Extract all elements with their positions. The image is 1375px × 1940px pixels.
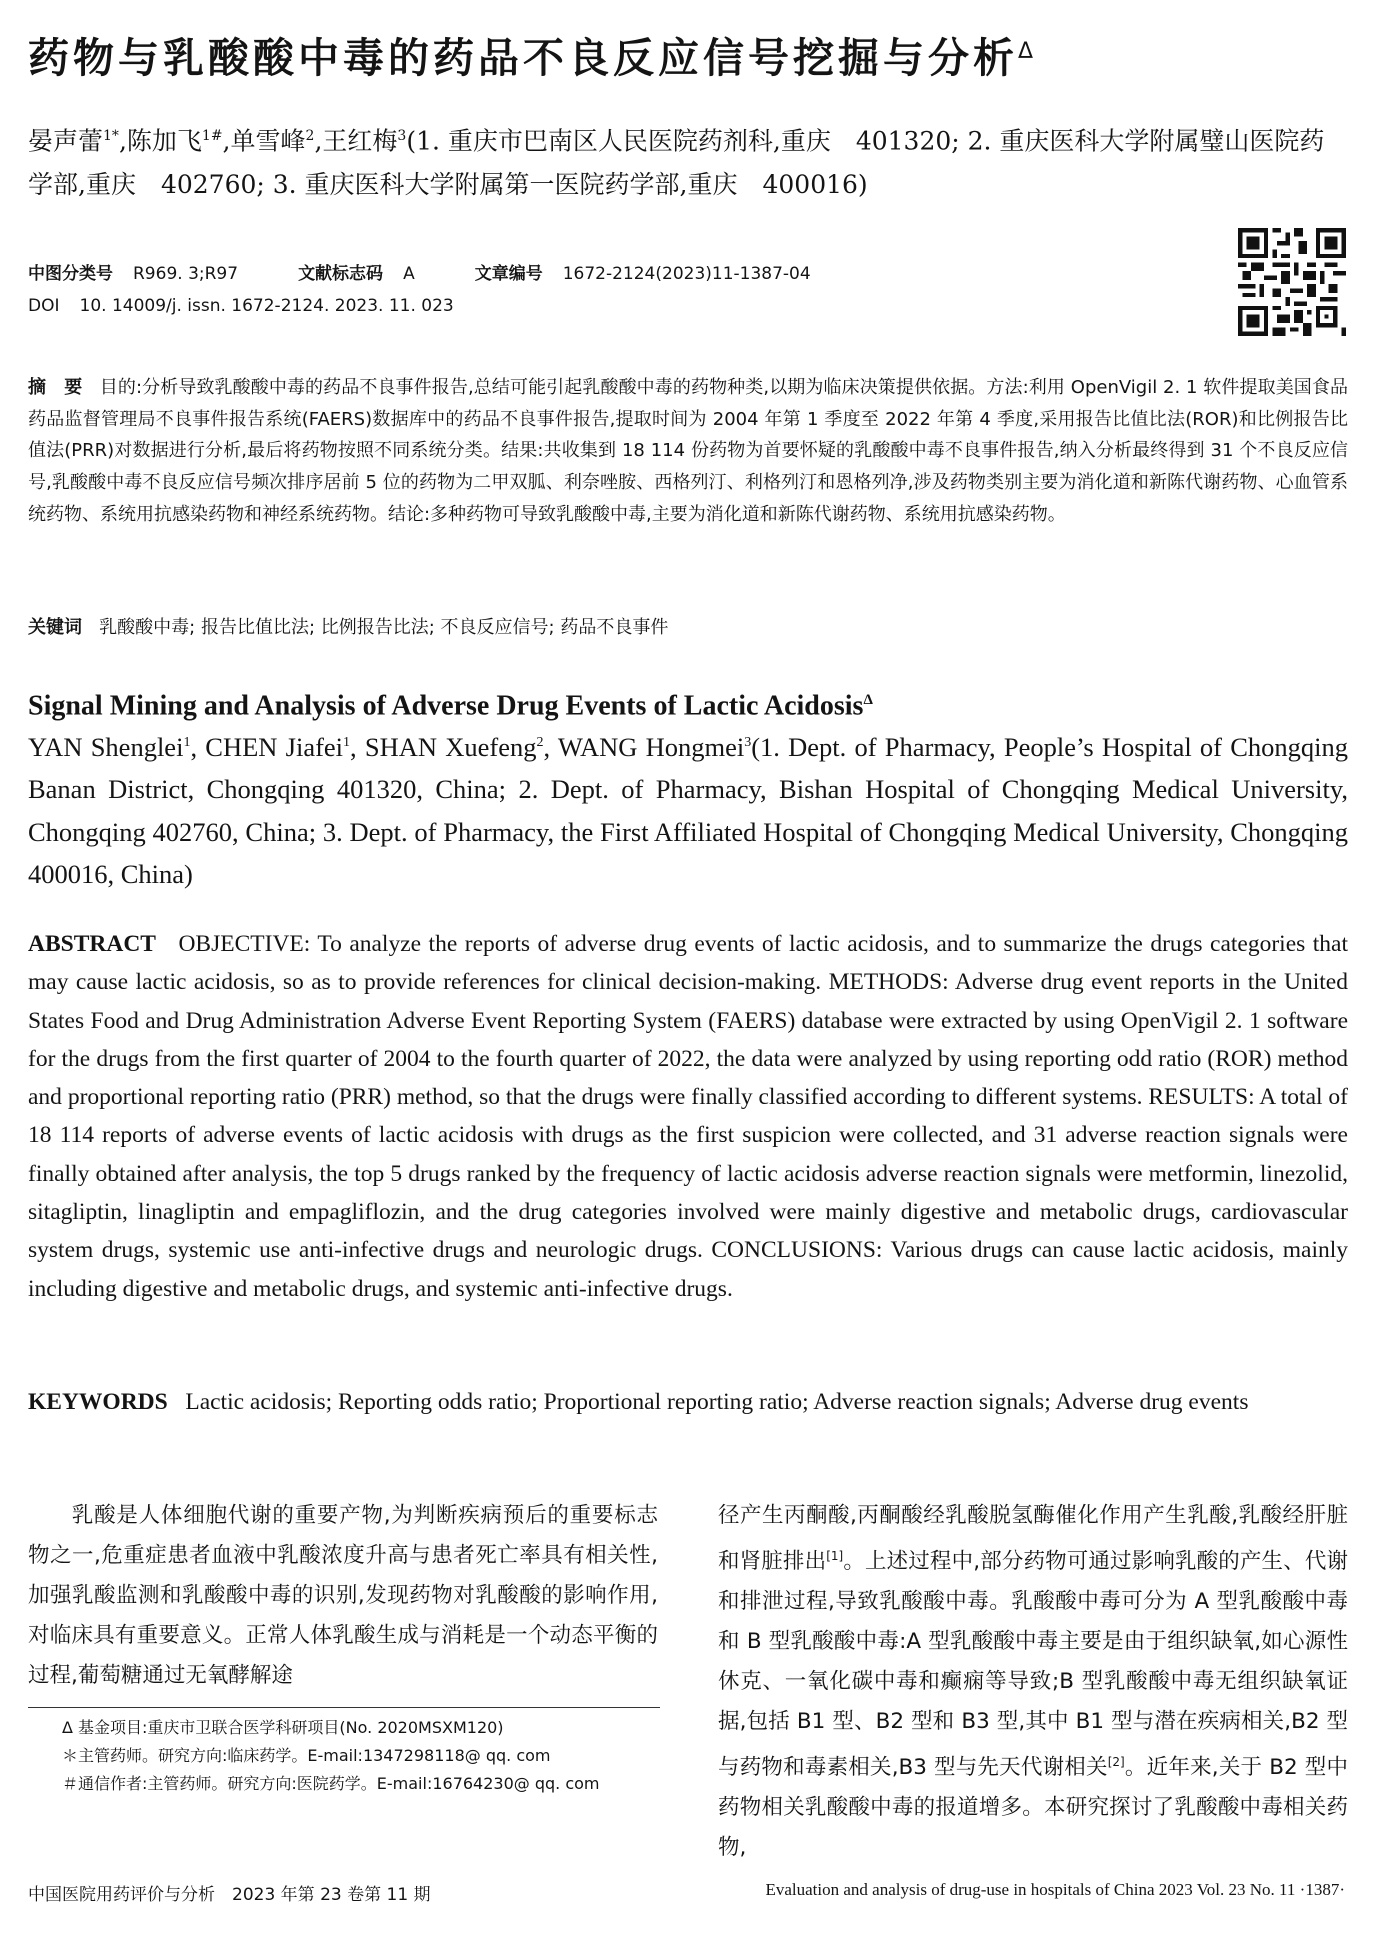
author-name: 晏声蕾 [28,126,104,156]
body-column-right: 径产生丙酮酸,丙酮酸经乳酸脱氢酶催化作用产生乳酸,乳酸经肝脏和肾脏排出[1]。上述过程中,部分药物可通过影响乳酸的产生、代谢和排泄过程,导致乳酸酸中毒。乳酸酸中毒可分为 A 型乳酸酸中毒和 B 型乳酸酸中毒:A 型乳酸酸中毒主要是由于组织缺氧,如心源性休克、一氧化碳中毒和癫痫等导致;B 型乳酸酸中毒无组织缺氧证据,包括 B1 型、B2 型和 B3 型,其中 B1 型与潜在疾病相关,B2 型与药物和毒素相关,B3 型与先天代谢相关[2]。近年来,关于 B2 型中药物相关乳酸酸中毒的报道增多。本研究探讨了乳酸酸中毒相关药物, [718,1503,1348,1861]
article-meta: 中图分类号 R969. 3;R97 文献标志码 A 文章编号 1672-2124(2023)11-1387-04 DOI 10. 14009/j. issn. 1672-2124. 2023. 11. 023 [28,264,811,316]
author-name: SHAN Xuefeng [364,731,537,762]
author-name: 陈加飞 [126,126,202,156]
affiliations-en: (1. Dept. of Pharmacy, People’s Hospital of Chongqing Banan District, Chongqing 401320, China; 2. Dept. of Pharmacy, Bishan Hospital of Chongqing Medical University, Chongqing 402760, China; 3. Dept. of Pharmacy, the First Affiliated Hospital of Chongqing Medical University, Chongqing 400016, China) [28,731,1349,890]
clc-number: R969. 3;R97 [133,264,239,284]
footnote-fund: Δ 基金项目:重庆市卫联合医学科研项目(No. 2020MSXM120) [62,1718,504,1737]
article-number: 1672-2124(2023)11-1387-04 [562,264,811,284]
qr-code-icon [1238,228,1346,336]
author-name: YAN Shenglei [28,731,184,762]
paper-title: 药物与乳酸酸中毒的药品不良反应信号挖掘与分析$^\Delta$ [28,34,1034,82]
author-name: 王红梅 [322,126,398,156]
journal-footer-cn: 中国医院用药评价与分析 2023 年第 23 卷第 11 期 [28,1885,431,1905]
keywords-cn [28,612,1348,644]
abstract-en-label: ABSTRACT [28,931,156,957]
affiliations-cn: (1. 重庆市巴南区人民医院药剂科,重庆 401320; 2. 重庆医科大学附属璧山医院药学部,重庆 402760; 3. 重庆医科大学附属第一医院药学部,重庆 400016) [28,126,1325,200]
abstract-cn-label: 摘 要 [28,377,83,398]
abstract-en [28,925,1348,1308]
footnote-corresponding-author: ＃通信作者:主管药师。研究方向:医院药学。E-mail:16764230@ qq. com [62,1774,600,1793]
footnote-first-author: ＊主管药师。研究方向:临床药学。E-mail:1347298118@ qq. com [62,1746,551,1765]
keywords-en-text: Lactic acidosis; Reporting odds ratio; Proportional reporting ratio; Adverse reaction signals; Adverse drug events [185,1389,1249,1415]
footnote-divider [28,1707,660,1708]
body-column-left [28,1496,658,1696]
keywords-en [28,1383,1348,1421]
english-title: Signal Mining and Analysis of Adverse Drug Events of Lactic Acidosis$^\Delta$ [28,690,873,722]
author-name: CHEN Jiafei [205,731,344,762]
abstract-cn-text: 目的:分析导致乳酸酸中毒的药品不良事件报告,总结可能引起乳酸酸中毒的药物种类,以期为临床决策提供依据。方法:利用 OpenVigil 2. 1 软件提取美国食品药品监督管理局不良事件报告系统(FAERS)数据库中的药品不良事件报告,提取时间为 2004 年第 1 季度至 2022 年第 4 季度,采用报告比值比法(ROR)和比例报告比值法(PRR)对数据进行分析,最后将药物按照不同系统分类。结果:共收集到 18 114 份药物为首要怀疑的乳酸酸中毒不良事件报告,纳入分析最终得到 31 个不良反应信号,乳酸酸中毒不良反应信号频次排序居前 5 位的药物为二甲双胍、利奈唑胺、西格列汀、利格列汀和恩格列净,涉及药物类别主要为消化道和新陈代谢药物、心血管系统药物、系统用抗感染药物和神经系统药物。结论:多种药物可导致乳酸酸中毒,主要为消化道和新陈代谢药物、系统用抗感染药物。 [28,377,1348,525]
authors-cn: 晏声蕾$^{1*}$,陈加飞$^{1\#}$,单雪峰$^2$,王红梅$^3$(1. 重庆市巴南区人民医院药剂科,重庆 401320; 2. 重庆医科大学附属璧山医院药学部,重庆 402760; 3. 重庆医科大学附属第一医院药学部,重庆 400016) [28,126,1325,200]
abstract-cn [28,372,1348,531]
keywords-cn-label: 关键词 [28,617,82,638]
citation-link[interactable]: [2] [1107,1755,1125,1770]
keywords-cn-text: 乳酸酸中毒; 报告比值比法; 比例报告比法; 不良反应信号; 药品不良事件 [99,617,669,638]
abstract-en-text: OBJECTIVE: To analyze the reports of adverse drug events of lactic acidosis, and to summarize the drugs categories that may cause lactic acidosis, so as to provide references for clinical decision-making. METHODS: Adverse drug event reports in the United States Food and Drug Administration Adverse Event Reporting System (FAERS) database were extracted by using OpenVigil 2. 1 software for the drugs from the first quarter of 2004 to the fourth quarter of 2022, the data were analyzed by using reporting odd ratio (ROR) method and proportional reporting ratio (PRR) method, so that the drugs were finally classified according to different systems. RESULTS: A total of 18 114 reports of adverse events of lactic acidosis with drugs as the first suspicion were collected, and 31 adverse reaction signals were finally obtained after analysis, the top 5 drugs ranked by the frequency of lactic acidosis adverse reaction signals were metformin, linezolid, sitagliptin, linagliptin and empagliflozin, and the drug categories involved were mainly digestive and metabolic drugs, cardiovascular system drugs, systemic use anti-infective drugs and neurologic drugs. CONCLUSIONS: Various drugs can cause lactic acidosis, mainly including digestive and metabolic drugs, and systemic anti-infective drugs. [28,931,1349,1302]
body-paragraph: 乳酸是人体细胞代谢的重要产物,为判断疾病预后的重要标志物之一,危重症患者血液中乳酸浓度升高与患者死亡率具有相关性,加强乳酸监测和乳酸酸中毒的识别,发现药物对乳酸酸的影响作用,对临床具有重要意义。正常人体乳酸生成与消耗是一个动态平衡的过程,葡萄糖通过无氧酵解途 [28,1503,658,1688]
doi-link[interactable]: 10. 14009/j. issn. 1672-2124. 2023. 11. 023 [79,296,454,316]
author-name: 单雪峰 [230,126,306,156]
doc-code: A [403,264,415,284]
footnotes [28,1714,660,1798]
citation-link[interactable]: [1] [826,1549,844,1563]
author-name: WANG Hongmei [557,731,745,762]
fund-mark: Δ [1018,39,1034,64]
authors-en: YAN Shenglei$^1$, CHEN Jiafei$^1$, SHAN Xuefeng$^2$, WANG Hongmei$^3$(1. Dept. of Pharmacy, People’s Hospital of Chongqing Banan District, Chongqing 401320, China; 2. Dept. of Pharmacy, Bishan Hospital of Chongqing Medical University, Chongqing 402760, China; 3. Dept. of Pharmacy, the First Affiliated Hospital of Chongqing Medical University, Chongqing 400016, China) [28,731,1349,890]
keywords-en-label: KEYWORDS [28,1389,168,1415]
journal-footer-en: Evaluation and analysis of drug-use in hospitals of China 2023 Vol. 23 No. 11 ·1387· [765,1880,1345,1899]
